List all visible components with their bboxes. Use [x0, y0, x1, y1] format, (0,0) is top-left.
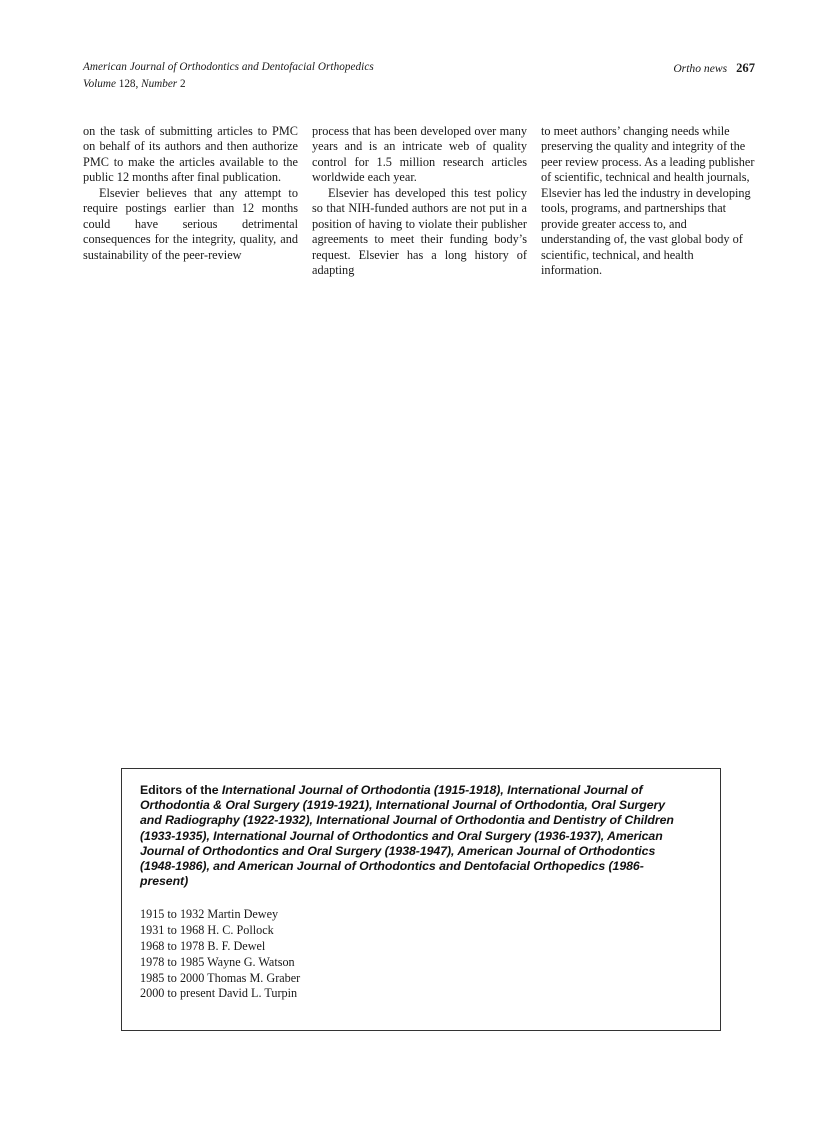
page-number: 267 [736, 61, 755, 75]
paragraph: Elsevier believes that any attempt to require postings earlier than 12 months could have serious detrimental consequences for the integrity, quality, and sustainability of the peer-review [83, 185, 298, 262]
body-column-2 [312, 124, 527, 279]
section-name: Ortho news [673, 62, 728, 75]
paragraph: to meet authors’ changing needs while preserving the quality and integrity of the peer review process. As a leading publisher of scientific, technical and health journals, Elsevier has led the industry in developing tools, programs, and partnerships that provide greater access to, and understanding of, the vast global body of scientific, technical, and health information. [541, 124, 755, 278]
editors-heading-titles: International Journal of Orthodontia (1915-1918), International Journal of Orthodontia & Oral Surgery (1919-1921), International Journal of Orthodontia, Oral Surgery and Radiography (1922-1932), International Journal of Orthodontia and Dentistry of Children (1933-1935), International Journal of Orthodontics and Oral Surgery (1936-1937), American Journal of Orthodontics and Oral Surgery (1938-1947), American Journal of Orthodontics (1948-1986), and American Journal of Orthodontics and Dentofacial Orthopedics (1986-present) [140, 783, 674, 889]
body-column-1 [83, 124, 298, 263]
list-item: 1931 to 1968 H. C. Pollock [140, 923, 274, 938]
list-item: 2000 to present David L. Turpin [140, 986, 298, 1001]
list-item: 1978 to 1985 Wayne G. Watson [140, 954, 295, 969]
volume-label: Volume [83, 78, 116, 90]
editors-heading [140, 783, 685, 889]
editors-list [140, 907, 710, 1002]
body-column-3 [541, 124, 756, 279]
number-label: Number [141, 78, 178, 90]
paragraph: on the task of submitting articles to PMC on behalf of its authors and then authorize PMC to make the articles available to the public 12 months after final publication. [83, 124, 298, 185]
running-head-left [83, 60, 374, 92]
volume-line [83, 77, 374, 92]
list-item: 1968 to 1978 B. F. Dewel [140, 939, 266, 954]
number-value: 2 [179, 78, 186, 90]
paragraph: process that has been developed over many years and is an intricate web of quality control for 1.5 million research articles worldwide each year. [312, 124, 527, 185]
editors-heading-lead: Editors of the [140, 783, 222, 797]
running-head [83, 60, 755, 98]
list-item: 1985 to 2000 Thomas M. Graber [140, 970, 301, 985]
editors-box [121, 768, 721, 1031]
list-item: 1915 to 1932 Martin Dewey [140, 907, 279, 922]
editors-box-content [140, 783, 710, 1002]
running-head-right [673, 60, 755, 76]
paragraph: Elsevier has developed this test policy so that NIH-funded authors are not put in a position of having to violate their publisher agreements to meet their funding body’s request. Elsevier has a long history of adapting [312, 185, 527, 278]
journal-title: American Journal of Orthodontics and Dentofacial Orthopedics [83, 61, 374, 73]
volume-number: 128, [118, 78, 139, 90]
